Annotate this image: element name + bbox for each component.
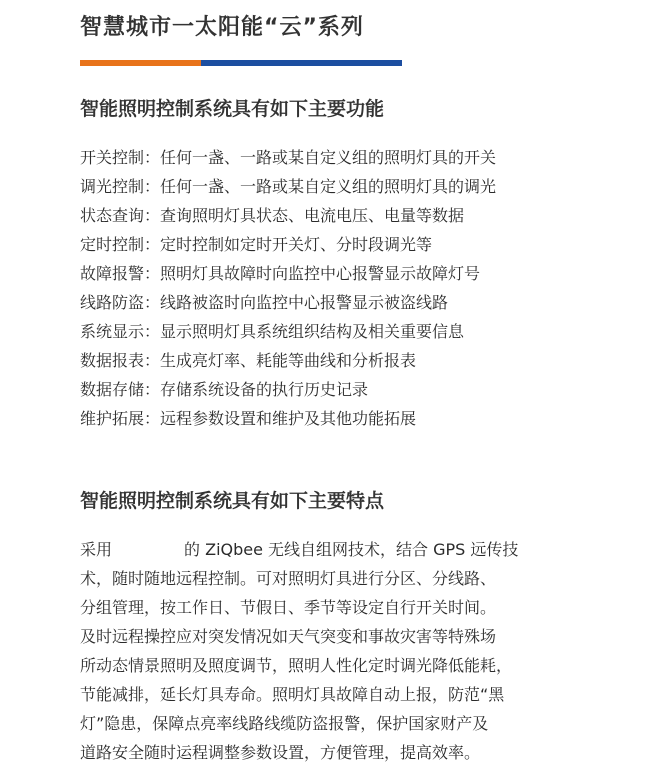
function-label: 线路防盗 <box>80 293 145 312</box>
functions-list <box>80 143 496 433</box>
title-underline-bar <box>80 60 402 66</box>
function-separator: ： <box>144 409 161 428</box>
function-description: 远程参数设置和维护及其他功能拓展 <box>160 409 417 428</box>
features-heading: 智能照明控制系统具有如下主要特点 <box>80 490 385 512</box>
function-separator: ： <box>144 264 161 283</box>
function-label: 调光控制 <box>80 177 145 196</box>
function-item <box>80 201 496 230</box>
function-item <box>80 230 496 259</box>
function-separator: ： <box>144 177 161 196</box>
function-item <box>80 404 496 433</box>
paragraph-line: 灯”隐患，保障点亮率线路线缆防盗报警，保护国家财产及 <box>80 714 489 733</box>
paragraph-line: 及时远程操控应对突发情况如天气突变和事故灾害等特殊场 <box>80 627 497 646</box>
function-description: 线路被盗时向监控中心报警显示被盗线路 <box>160 293 449 312</box>
function-description: 生成亮灯率、耗能等曲线和分析报表 <box>160 351 417 370</box>
function-separator: ： <box>144 322 161 341</box>
function-separator: ： <box>144 206 161 225</box>
paragraph-line: 节能减排，延长灯具寿命。照明灯具故障自动上报，防范“黑 <box>80 685 505 704</box>
function-separator: ： <box>144 293 161 312</box>
title-bar-blue-segment <box>201 60 402 66</box>
function-item <box>80 172 496 201</box>
function-description: 查询照明灯具状态、电流电压、电量等数据 <box>160 206 465 225</box>
paragraph-line: 术，随时随地远程控制。可对照明灯具进行分区、分线路、 <box>80 569 497 588</box>
function-separator: ： <box>144 380 161 399</box>
function-description: 任何一盏、一路或某自定义组的照明灯具的开关 <box>160 148 497 167</box>
redacted-blank <box>112 543 184 559</box>
paragraph-line: 道路安全随时运程调整参数设置，方便管理，提高效率。 <box>80 743 481 762</box>
paragraph-line: 所动态情景照明及照度调节，照明人性化定时调光降低能耗， <box>80 656 513 675</box>
function-separator: ： <box>144 235 161 254</box>
function-item <box>80 346 496 375</box>
page-title: 智慧城市一太阳能“云”系列 <box>80 15 364 40</box>
features-paragraph <box>80 535 570 767</box>
function-label: 数据存储 <box>80 380 145 399</box>
function-separator: ： <box>144 148 161 167</box>
function-item <box>80 317 496 346</box>
title-bar-orange-segment <box>80 60 201 66</box>
paragraph-line <box>80 535 570 564</box>
paragraph-line-start: 采用 <box>80 540 113 559</box>
function-description: 显示照明灯具系统组织结构及相关重要信息 <box>160 322 465 341</box>
function-label: 故障报警 <box>80 264 145 283</box>
function-label: 定时控制 <box>80 235 145 254</box>
function-label: 维护拓展 <box>80 409 145 428</box>
functions-heading: 智能照明控制系统具有如下主要功能 <box>80 98 385 120</box>
function-description: 任何一盏、一路或某自定义组的照明灯具的调光 <box>160 177 497 196</box>
function-item <box>80 288 496 317</box>
function-description: 定时控制如定时开关灯、分时段调光等 <box>160 235 433 254</box>
function-item <box>80 375 496 404</box>
function-item <box>80 143 496 172</box>
function-description: 照明灯具故障时向监控中心报警显示故障灯号 <box>160 264 481 283</box>
function-separator: ： <box>144 351 161 370</box>
function-label: 开关控制 <box>80 148 145 167</box>
paragraph-line: 分组管理，按工作日、节假日、季节等设定自行开关时间。 <box>80 598 497 617</box>
function-description: 存储系统设备的执行历史记录 <box>160 380 369 399</box>
function-label: 数据报表 <box>80 351 145 370</box>
function-label: 系统显示 <box>80 322 145 341</box>
paragraph-line-end: 的 ZiQbee 无线自组网技术，结合 GPS 远传技 <box>184 540 519 559</box>
function-label: 状态查询 <box>80 206 145 225</box>
function-item <box>80 259 496 288</box>
